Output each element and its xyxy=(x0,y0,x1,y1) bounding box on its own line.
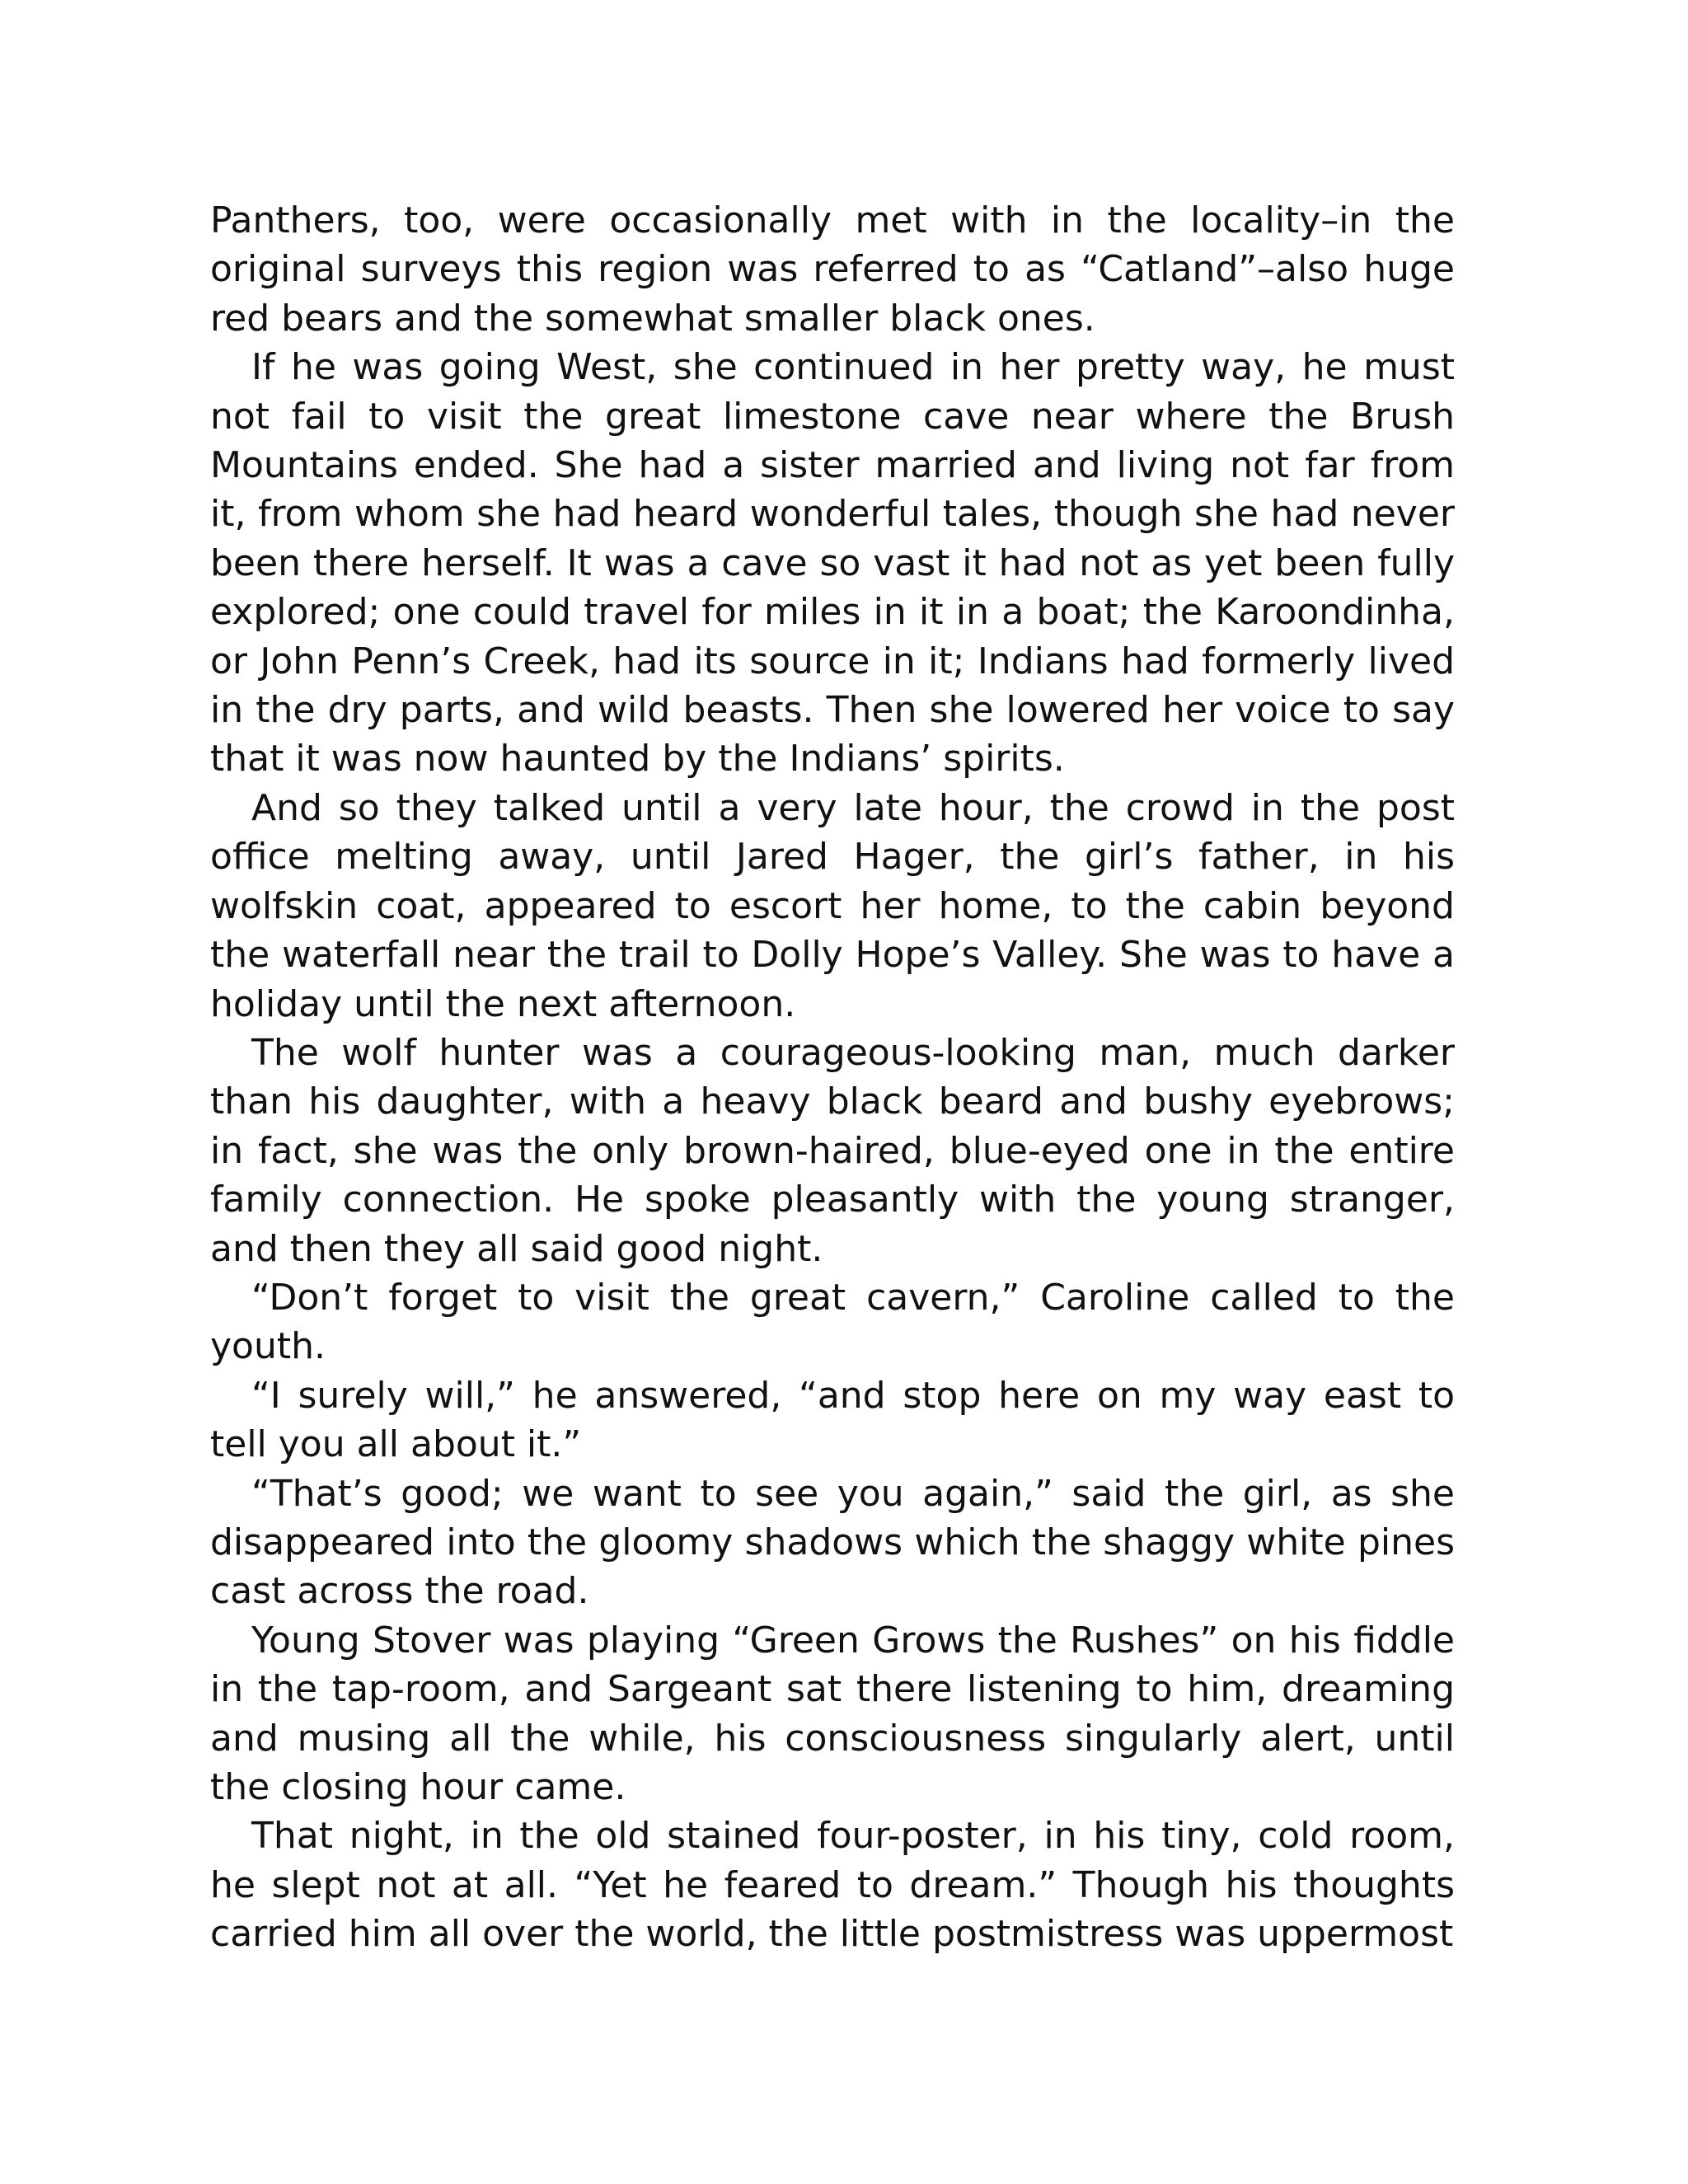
paragraph-2: If he was going West, she continued in her pretty way, he must not fail to visit the great limestone cave near where the Brush Mountains ended. She had a sister married and living not far from it, from whom she had heard wonderful tales, though she had never been there herself. It was a cave so vast it had not as yet been fully explored; one could travel for miles in it in a boat; the Karoondinha, or John Penn’s Creek, had its source in it; Indians had formerly lived in the dry parts, and wild beasts. Then she lowered her voice to say that it was now haunted by the Indians’ spirits. xyxy=(210,346,1455,780)
paragraph-9: That night, in the old stained four-poster, in his tiny, cold room, he slept not at all. “Yet he feared to dream.” Though his thoughts carried him all over the world, the little postmistress was uppermost xyxy=(210,1815,1455,1956)
paragraph-8: Young Stover was playing “Green Grows the Rushes” on his fiddle in the tap-room, and Sargeant sat there listening to him, dreaming and musing all the while, his consciousness singularly alert, until the closing hour came. xyxy=(210,1619,1455,1808)
paragraph-1: Panthers, too, were occasionally met with in the locality–in the original surveys this region was referred to as “Catland”–also huge red bears and the somewhat smaller black ones. xyxy=(210,199,1455,340)
book-page-text xyxy=(210,196,1455,1959)
paragraph-3: And so they talked until a very late hour, the crowd in the post office melting away, until Jared Hager, the girl’s father, in his wolfskin coat, appeared to escort her home, to the cabin beyond the waterfall near the trail to Dolly Hope’s Valley. She was to have a holiday until the next afternoon. xyxy=(210,786,1455,1025)
paragraph-4: The wolf hunter was a courageous-looking man, much darker than his daughter, with a heavy black beard and bushy eyebrows; in fact, she was the only brown-haired, blue-eyed one in the entire family connection. He spoke pleasantly with the young stranger, and then they all said good night. xyxy=(210,1031,1455,1270)
paragraph-7: “That’s good; we want to see you again,” said the girl, as she disappeared into the gloomy shadows which the shaggy white pines cast across the road. xyxy=(210,1472,1455,1613)
paragraph-5: “Don’t forget to visit the great cavern,” Caroline called to the youth. xyxy=(210,1276,1455,1368)
paragraph-6: “I surely will,” he answered, “and stop here on my way east to tell you all about it.” xyxy=(210,1374,1455,1466)
